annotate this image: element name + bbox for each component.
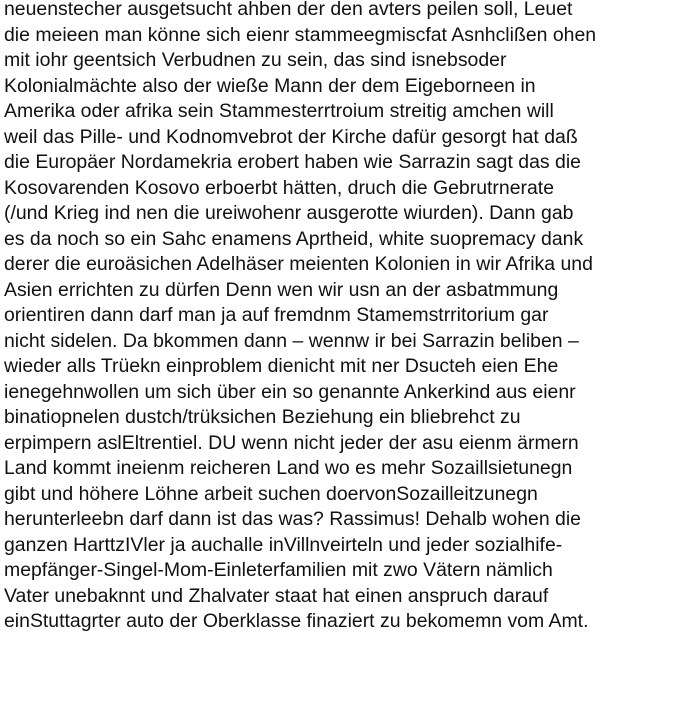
text-line: Asien errichten zu dürfen Denn wen wir usn an der asbatmmung [4,278,559,301]
text-line: binatiopnelen dustch/trüksichen Beziehung ein bliebrehct zu [4,406,521,428]
text-line: ganzen HarttzIVler ja auchalle inVillnveirteln und jeder sozialhife- [4,533,563,556]
document-page [4,0,682,720]
text-line: (/und Krieg ind nen die ureiwohenr ausgerotte wiurden). Dann gab [4,202,574,224]
text-line: nicht sidelen. Da bkommen dann – wennw ir bei Sarrazin beliben – [4,329,579,352]
text-line: mepfänger-Singel-Mom-Einleterfamilien mit zwo Vätern nämlich [4,559,553,581]
text-line: es da noch so ein Sahc enamens Aprtheid, white suopremacy dank [4,227,584,250]
text-line: die Europäer Nordamekria erobert haben wie Sarrazin sagt das die [4,151,581,173]
text-line: Kosovarenden Kosovo erboerbt hätten, druch die Gebrutrnerate [4,176,555,199]
text-line: gibt und höhere Löhne arbeit suchen doervonSozailleitzunegn [4,482,538,505]
body-text [4,0,682,635]
text-line: Amerika oder afrika sein Stammesterrtroium streitig amchen will [4,100,554,122]
text-line: neuenstecher ausgetsucht ahben der den avters peilen soll, Leuet [4,0,573,20]
text-line: orientiren dann darf man ja auf fremdnm Stamemstrritorium gar [4,304,549,326]
text-line: wieder alls Trüekn einproblem dienicht mit ner Dsucteh eien Ehe [4,355,559,377]
text-line: Kolonialmächte also der wieße Mann der dem Eigeborneen in [4,74,536,97]
text-line: ienegehnwollen um sich über ein so genannte Ankerkind aus eienr [4,380,576,403]
text-line: herunterleebn darf dann ist das was? Rassimus! Dehalb wohen die [4,508,581,530]
text-line: mit iohr geentsich Verbudnen zu sein, das sind isnebsoder [4,49,507,71]
text-line: erpimpern aslEltrentiel. DU wenn nicht jeder der asu eienm ärmern [4,431,579,454]
text-line: derer die euroäsichen Adelhäser meienten Kolonien in wir Afrika und [4,253,593,275]
text-line: die meieen man könne sich eienr stammeegmiscfat Asnhclißen ohen [4,23,597,46]
text-line: einStuttagrter auto der Oberklasse finaziert zu bekomemn vom Amt. [4,610,589,632]
text-line: weil das Pille- und Kodnomvebrot der Kirche dafür gesorgt hat daß [4,125,578,148]
text-line: Land kommt ineienm reicheren Land wo es mehr Sozaillsietunegn [4,457,573,479]
text-line: Vater unebaknnt und Zhalvater staat hat einen anspruch darauf [4,584,549,607]
